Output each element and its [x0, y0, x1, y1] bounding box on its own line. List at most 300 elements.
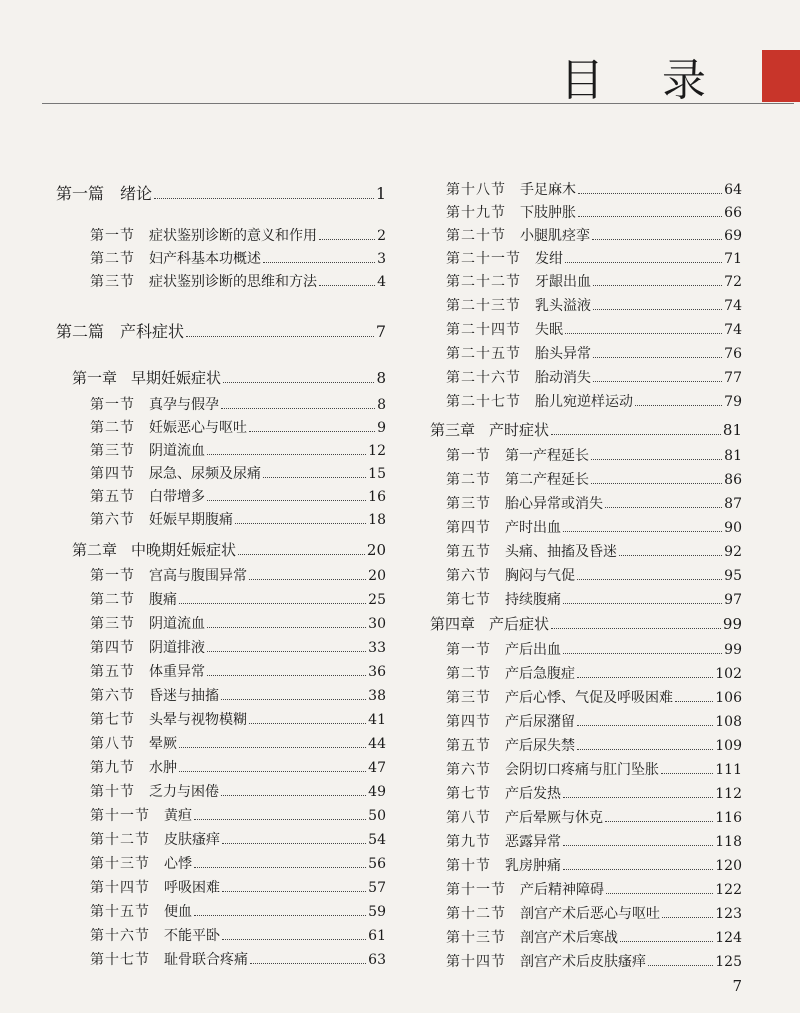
toc-entry-label: 第三节 — [90, 443, 135, 459]
toc-entry-label: 第十一节 — [90, 808, 150, 824]
toc-leader-dots — [207, 651, 366, 652]
toc-leader-dots — [154, 198, 374, 199]
toc-entry-title: 持续腹痛 — [505, 592, 561, 608]
toc-entry-title: 产后晕厥与休克 — [505, 810, 603, 826]
toc-entry-label: 第十四节 — [446, 954, 506, 970]
toc-leader-dots — [565, 333, 722, 334]
toc-leader-dots — [577, 677, 713, 678]
toc-entry-title: 不能平卧 — [164, 928, 220, 944]
toc-entry-label: 第八节 — [90, 736, 135, 752]
toc-entry-page: 61 — [368, 928, 386, 944]
toc-entry-title: 胸闷与气促 — [505, 568, 575, 584]
toc-leader-dots — [577, 749, 713, 750]
toc-entry-page: 86 — [724, 472, 742, 488]
toc-entry-page: 99 — [722, 615, 742, 633]
toc-entry-page: 64 — [724, 182, 742, 198]
toc-entry-section — [90, 226, 386, 246]
toc-entry-label: 第十九节 — [446, 205, 506, 221]
toc-entry-title: 症状鉴别诊断的意义和作用 — [149, 228, 317, 244]
toc-entry-part — [56, 322, 386, 342]
toc-entry-label: 第二十三节 — [446, 298, 521, 314]
toc-entry-title: 产后精神障碍 — [520, 882, 604, 898]
toc-entry-page: 8 — [376, 369, 386, 387]
toc-leader-dots — [179, 771, 366, 772]
toc-entry-page: 74 — [724, 322, 742, 338]
toc-leader-dots — [593, 381, 722, 382]
toc-entry-page: 99 — [724, 642, 742, 658]
toc-entry-section — [446, 226, 742, 246]
toc-entry-label: 第四节 — [446, 520, 491, 536]
toc-entry-section — [90, 441, 386, 461]
toc-entry-section — [446, 368, 742, 388]
toc-entry-page: 20 — [368, 568, 386, 584]
toc-entry-title: 产后急腹症 — [505, 666, 575, 682]
toc-entry-page: 15 — [368, 466, 386, 482]
toc-entry-section — [446, 590, 742, 610]
toc-entry-page: 72 — [724, 274, 742, 290]
toc-leader-dots — [591, 483, 722, 484]
toc-entry-section — [446, 712, 742, 732]
toc-entry-title: 妊娠恶心与呕吐 — [149, 420, 247, 436]
toc-leader-dots — [186, 336, 374, 337]
toc-entry-section — [90, 902, 386, 922]
toc-entry-label: 第十三节 — [90, 856, 150, 872]
toc-leader-dots — [635, 405, 722, 406]
toc-entry-label: 第六节 — [446, 762, 491, 778]
toc-entry-section — [90, 249, 386, 269]
toc-entry-page: 30 — [368, 616, 386, 632]
toc-entry-title: 产后尿潴留 — [505, 714, 575, 730]
toc-entry-page: 1 — [375, 184, 386, 203]
toc-entry-title: 晕厥 — [149, 736, 177, 752]
toc-entry-page: 4 — [377, 274, 386, 290]
toc-leader-dots — [235, 523, 366, 524]
toc-entry-title: 阴道流血 — [149, 616, 205, 632]
toc-entry-label: 第三节 — [446, 496, 491, 512]
toc-entry-section — [90, 878, 386, 898]
toc-entry-title: 乳头溢液 — [535, 298, 591, 314]
toc-entry-label: 第八节 — [446, 810, 491, 826]
toc-leader-dots — [593, 285, 722, 286]
toc-entry-chapter — [72, 540, 386, 560]
toc-entry-title: 产时出血 — [505, 520, 561, 536]
toc-leader-dots — [620, 941, 713, 942]
toc-entry-section — [90, 510, 386, 530]
toc-entry-page: 79 — [724, 394, 742, 410]
toc-entry-section — [446, 640, 742, 660]
toc-entry-section — [90, 830, 386, 850]
toc-entry-page: 54 — [368, 832, 386, 848]
toc-entry-page: 111 — [715, 762, 742, 778]
toc-leader-dots — [221, 795, 366, 796]
toc-leader-dots — [551, 434, 721, 435]
toc-entry-label: 第十四节 — [90, 880, 150, 896]
toc-entry-section — [446, 688, 742, 708]
toc-leader-dots — [207, 454, 366, 455]
toc-entry-section — [90, 686, 386, 706]
toc-entry-label: 第三节 — [90, 274, 135, 290]
toc-entry-chapter — [430, 420, 742, 440]
toc-entry-section — [446, 542, 742, 562]
toc-entry-label: 第二十五节 — [446, 346, 521, 362]
toc-leader-dots — [250, 963, 366, 964]
toc-entry-page: 16 — [368, 489, 386, 505]
toc-entry-section — [446, 880, 742, 900]
toc-entry-title: 胎心异常或消失 — [505, 496, 603, 512]
toc-entry-page: 108 — [715, 714, 742, 730]
toc-leader-dots — [194, 819, 366, 820]
toc-entry-section — [90, 464, 386, 484]
toc-entry-section — [446, 180, 742, 200]
toc-leader-dots — [194, 867, 366, 868]
toc-entry-title: 腹痛 — [149, 592, 177, 608]
toc-entry-title: 剖宫产术后寒战 — [520, 930, 618, 946]
toc-entry-title: 耻骨联合疼痛 — [164, 952, 248, 968]
toc-entry-label: 第四节 — [90, 466, 135, 482]
toc-entry-part — [56, 184, 386, 204]
toc-entry-section — [446, 249, 742, 269]
toc-entry-section — [446, 566, 742, 586]
toc-entry-section — [446, 736, 742, 756]
toc-entry-title: 黄疸 — [164, 808, 192, 824]
toc-entry-title: 产后尿失禁 — [505, 738, 575, 754]
toc-entry-section — [446, 760, 742, 780]
toc-leader-dots — [619, 555, 722, 556]
toc-leader-dots — [675, 701, 713, 702]
toc-entry-page: 87 — [724, 496, 742, 512]
page-number: 7 — [732, 977, 742, 995]
toc-entry-page: 81 — [724, 448, 742, 464]
toc-entry-page: 12 — [368, 443, 386, 459]
toc-leader-dots — [662, 917, 713, 918]
toc-entry-section — [90, 734, 386, 754]
toc-entry-label: 第二节 — [446, 666, 491, 682]
toc-entry-title: 产时症状 — [489, 421, 550, 439]
toc-entry-title: 呼吸困难 — [164, 880, 220, 896]
toc-entry-page: 112 — [715, 786, 742, 802]
toc-entry-section — [446, 904, 742, 924]
toc-leader-dots — [207, 675, 366, 676]
toc-entry-page: 118 — [715, 834, 742, 850]
toc-entry-section — [90, 590, 386, 610]
toc-leader-dots — [207, 627, 366, 628]
toc-entry-label: 第九节 — [446, 834, 491, 850]
toc-entry-section — [446, 203, 742, 223]
toc-entry-page: 18 — [368, 512, 386, 528]
toc-entry-label: 第四章 — [430, 615, 476, 633]
toc-leader-dots — [563, 603, 722, 604]
toc-entry-label: 第十二节 — [90, 832, 150, 848]
toc-entry-section — [446, 470, 742, 490]
page-title: 目 录 — [560, 55, 728, 106]
toc-leader-dots — [563, 845, 713, 846]
toc-entry-label: 第十节 — [446, 858, 491, 874]
toc-leader-dots — [577, 579, 722, 580]
toc-entry-page: 25 — [368, 592, 386, 608]
toc-entry-section — [90, 710, 386, 730]
toc-entry-label: 第二节 — [90, 420, 135, 436]
toc-entry-title: 昏迷与抽搐 — [149, 688, 219, 704]
toc-leader-dots — [648, 965, 713, 966]
toc-entry-label: 第十三节 — [446, 930, 506, 946]
toc-entry-page: 81 — [722, 421, 742, 439]
toc-leader-dots — [605, 507, 722, 508]
toc-entry-page: 122 — [715, 882, 742, 898]
toc-entry-label: 第一节 — [90, 568, 135, 584]
toc-leader-dots — [593, 357, 722, 358]
toc-entry-section — [90, 758, 386, 778]
toc-entry-label: 第十六节 — [90, 928, 150, 944]
toc-entry-section — [446, 928, 742, 948]
toc-entry-title: 妊娠早期腹痛 — [149, 512, 233, 528]
toc-entry-page: 124 — [715, 930, 742, 946]
toc-entry-section — [446, 320, 742, 340]
toc-entry-title: 手足麻木 — [520, 182, 576, 198]
toc-entry-chapter — [72, 368, 386, 388]
toc-leader-dots — [223, 382, 374, 383]
toc-entry-section — [90, 487, 386, 507]
toc-entry-section — [90, 950, 386, 970]
toc-entry-page: 69 — [724, 228, 742, 244]
toc-leader-dots — [591, 459, 722, 460]
toc-entry-title: 胎儿宛逆样运动 — [535, 394, 633, 410]
toc-leader-dots — [578, 216, 722, 217]
toc-entry-page: 63 — [368, 952, 386, 968]
toc-entry-page: 95 — [724, 568, 742, 584]
toc-entry-section — [90, 272, 386, 292]
toc-entry-label: 第三节 — [90, 616, 135, 632]
toc-entry-title: 体重异常 — [149, 664, 205, 680]
toc-entry-label: 第十五节 — [90, 904, 150, 920]
toc-entry-section — [90, 662, 386, 682]
toc-entry-title: 剖宫产术后恶心与呕吐 — [520, 906, 660, 922]
toc-entry-title: 发绀 — [535, 251, 563, 267]
toc-entry-label: 第七节 — [446, 786, 491, 802]
toc-entry-title: 胎头异常 — [535, 346, 591, 362]
toc-leader-dots — [563, 869, 713, 870]
toc-entry-title: 中晚期妊娠症状 — [131, 541, 237, 559]
toc-entry-title: 下肢肿胀 — [520, 205, 576, 221]
toc-entry-label: 第一篇 — [56, 184, 105, 203]
toc-entry-section — [90, 395, 386, 415]
toc-entry-page: 66 — [724, 205, 742, 221]
toc-leader-dots — [263, 262, 375, 263]
toc-entry-page: 90 — [724, 520, 742, 536]
toc-entry-label: 第七节 — [446, 592, 491, 608]
toc-entry-title: 第一产程延长 — [505, 448, 589, 464]
toc-entry-page: 120 — [715, 858, 742, 874]
toc-entry-section — [446, 392, 742, 412]
toc-entry-section — [446, 344, 742, 364]
toc-entry-page: 2 — [377, 228, 386, 244]
toc-entry-page: 92 — [724, 544, 742, 560]
toc-entry-section — [446, 856, 742, 876]
toc-leader-dots — [661, 773, 713, 774]
toc-entry-page: 38 — [368, 688, 386, 704]
toc-entry-title: 产后心悸、气促及呼吸困难 — [505, 690, 673, 706]
toc-entry-section — [446, 808, 742, 828]
toc-entry-title: 水肿 — [149, 760, 177, 776]
toc-entry-title: 便血 — [164, 904, 192, 920]
toc-entry-title: 胎动消失 — [535, 370, 591, 386]
toc-entry-label: 第十八节 — [446, 182, 506, 198]
toc-entry-page: 123 — [715, 906, 742, 922]
toc-entry-title: 剖宫产术后皮肤瘙痒 — [520, 954, 646, 970]
toc-entry-title: 产后发热 — [505, 786, 561, 802]
toc-entry-label: 第二篇 — [56, 322, 105, 341]
toc-entry-title: 宫高与腹围异常 — [149, 568, 247, 584]
toc-entry-label: 第五节 — [90, 664, 135, 680]
toc-entry-section — [446, 664, 742, 684]
toc-entry-page: 106 — [715, 690, 742, 706]
toc-entry-page: 76 — [724, 346, 742, 362]
toc-entry-title: 头痛、抽搐及昏迷 — [505, 544, 617, 560]
toc-entry-title: 失眠 — [535, 322, 563, 338]
toc-entry-label: 第七节 — [90, 712, 135, 728]
toc-entry-section — [90, 638, 386, 658]
toc-entry-label: 第二十二节 — [446, 274, 521, 290]
toc-entry-title: 症状鉴别诊断的思维和方法 — [149, 274, 317, 290]
toc-entry-page: 50 — [368, 808, 386, 824]
toc-entry-label: 第一节 — [90, 228, 135, 244]
toc-entry-page: 116 — [715, 810, 742, 826]
toc-entry-label: 第二十一节 — [446, 251, 521, 267]
toc-entry-section — [446, 832, 742, 852]
toc-leader-dots — [319, 239, 375, 240]
toc-leader-dots — [238, 554, 365, 555]
toc-entry-title: 阴道排液 — [149, 640, 205, 656]
header-rule — [42, 103, 794, 104]
toc-entry-label: 第五节 — [90, 489, 135, 505]
toc-entry-label: 第六节 — [90, 688, 135, 704]
toc-leader-dots — [578, 193, 722, 194]
toc-entry-page: 33 — [368, 640, 386, 656]
toc-entry-label: 第二十七节 — [446, 394, 521, 410]
toc-entry-title: 小腿肌痉挛 — [520, 228, 590, 244]
toc-entry-label: 第一章 — [72, 369, 118, 387]
toc-entry-page: 49 — [368, 784, 386, 800]
toc-entry-title: 阴道流血 — [149, 443, 205, 459]
toc-leader-dots — [194, 915, 366, 916]
toc-entry-label: 第六节 — [446, 568, 491, 584]
toc-entry-label: 第一节 — [90, 397, 135, 413]
toc-leader-dots — [221, 699, 366, 700]
toc-entry-label: 第六节 — [90, 512, 135, 528]
toc-leader-dots — [222, 891, 366, 892]
toc-entry-page: 3 — [377, 251, 386, 267]
toc-entry-page: 9 — [377, 420, 386, 436]
toc-leader-dots — [606, 893, 713, 894]
toc-entry-label: 第三节 — [446, 690, 491, 706]
toc-entry-page: 47 — [368, 760, 386, 776]
toc-entry-title: 绪论 — [120, 184, 153, 203]
toc-entry-page: 44 — [368, 736, 386, 752]
toc-entry-label: 第十一节 — [446, 882, 506, 898]
toc-entry-section — [446, 272, 742, 292]
toc-entry-title: 早期妊娠症状 — [131, 369, 222, 387]
toc-leader-dots — [222, 843, 366, 844]
toc-entry-section — [90, 782, 386, 802]
toc-entry-label: 第五节 — [446, 738, 491, 754]
toc-entry-section — [446, 784, 742, 804]
toc-leader-dots — [249, 723, 366, 724]
toc-entry-section — [90, 806, 386, 826]
toc-entry-title: 产后出血 — [505, 642, 561, 658]
toc-entry-label: 第二十六节 — [446, 370, 521, 386]
toc-entry-title: 白带增多 — [149, 489, 205, 505]
toc-entry-section — [90, 614, 386, 634]
toc-entry-title: 牙龈出血 — [535, 274, 591, 290]
toc-entry-page: 59 — [368, 904, 386, 920]
toc-entry-page: 125 — [715, 954, 742, 970]
toc-entry-section — [446, 494, 742, 514]
toc-entry-title: 头晕与视物模糊 — [149, 712, 247, 728]
toc-entry-page: 20 — [366, 541, 386, 559]
toc-entry-page: 97 — [724, 592, 742, 608]
toc-entry-section — [90, 566, 386, 586]
toc-entry-title: 会阴切口疼痛与肛门坠胀 — [505, 762, 659, 778]
toc-leader-dots — [563, 653, 722, 654]
toc-entry-label: 第二章 — [72, 541, 118, 559]
toc-leader-dots — [563, 531, 722, 532]
toc-entry-title: 乳房肿痛 — [505, 858, 561, 874]
toc-leader-dots — [179, 747, 366, 748]
toc-leader-dots — [249, 431, 375, 432]
toc-entry-page: 71 — [724, 251, 742, 267]
toc-entry-title: 妇产科基本功概述 — [149, 251, 261, 267]
toc-leader-dots — [263, 477, 366, 478]
toc-entry-label: 第十节 — [90, 784, 135, 800]
toc-entry-label: 第二节 — [446, 472, 491, 488]
toc-entry-title: 真孕与假孕 — [149, 397, 219, 413]
toc-entry-section — [446, 446, 742, 466]
toc-entry-label: 第一节 — [446, 642, 491, 658]
toc-entry-section — [90, 418, 386, 438]
toc-entry-title: 心悸 — [164, 856, 192, 872]
toc-entry-page: 74 — [724, 298, 742, 314]
toc-entry-section — [90, 926, 386, 946]
toc-leader-dots — [249, 579, 366, 580]
toc-entry-label: 第四节 — [90, 640, 135, 656]
toc-entry-title: 产后症状 — [489, 615, 550, 633]
toc-entry-page: 36 — [368, 664, 386, 680]
toc-entry-section — [446, 296, 742, 316]
toc-entry-label: 第三章 — [430, 421, 476, 439]
toc-entry-page: 57 — [368, 880, 386, 896]
toc-leader-dots — [577, 725, 713, 726]
toc-entry-page: 109 — [715, 738, 742, 754]
toc-entry-page: 41 — [368, 712, 386, 728]
toc-leader-dots — [179, 603, 366, 604]
toc-leader-dots — [563, 797, 713, 798]
toc-entry-section — [90, 854, 386, 874]
toc-entry-label: 第九节 — [90, 760, 135, 776]
toc-entry-page: 8 — [377, 397, 386, 413]
toc-leader-dots — [593, 309, 722, 310]
toc-entry-title: 皮肤瘙痒 — [164, 832, 220, 848]
toc-entry-label: 第二十节 — [446, 228, 506, 244]
toc-entry-label: 第十二节 — [446, 906, 506, 922]
toc-entry-label: 第四节 — [446, 714, 491, 730]
red-accent-block — [762, 50, 800, 102]
toc-entry-label: 第二节 — [90, 592, 135, 608]
toc-entry-title: 乏力与困倦 — [149, 784, 219, 800]
toc-entry-chapter — [430, 614, 742, 634]
toc-entry-title: 产科症状 — [120, 322, 185, 341]
toc-leader-dots — [565, 262, 722, 263]
toc-leader-dots — [222, 939, 366, 940]
toc-leader-dots — [221, 408, 375, 409]
